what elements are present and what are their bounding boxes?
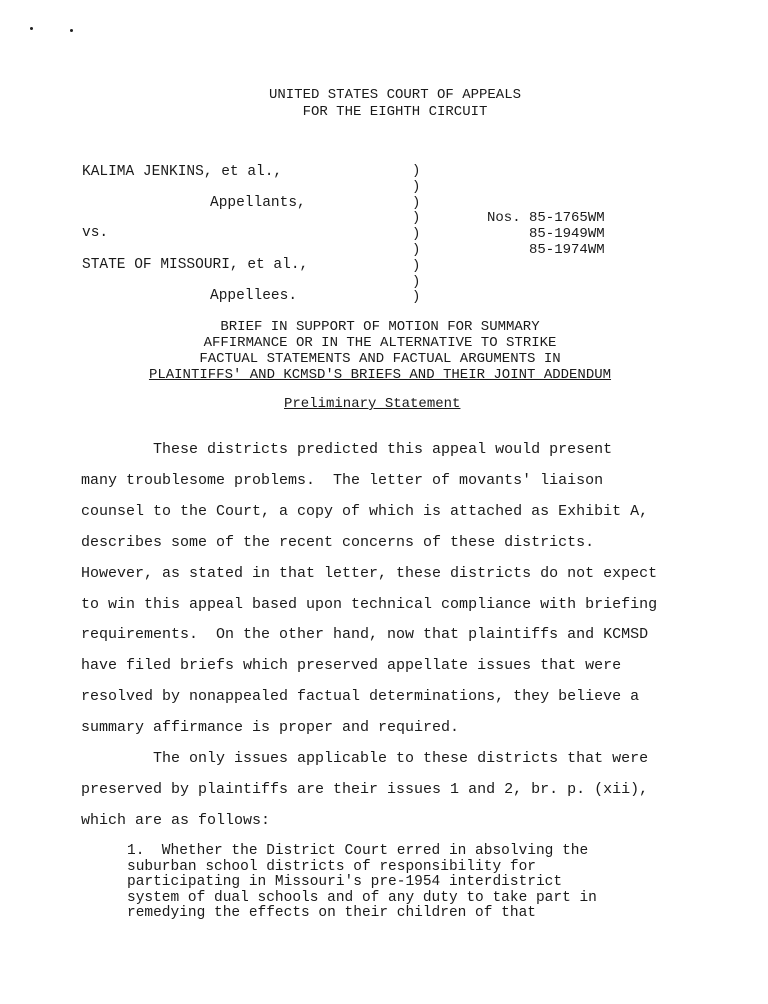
brief-title-line-2: AFFIRMANCE OR IN THE ALTERNATIVE TO STRIKE (203, 335, 557, 351)
body-line: have filed briefs which preserved appellate issues that were (81, 657, 622, 674)
body-line: The only issues applicable to these districts that were (81, 750, 649, 767)
body-line: preserved by plaintiffs are their issues 1 and 2, br. p. (xii), (81, 781, 649, 798)
body-line: requirements. On the other hand, now that plaintiffs and KCMSD (81, 626, 649, 643)
body-line: These districts predicted this appeal would present (81, 441, 613, 458)
quote-line: participating in Missouri's pre-1954 interdistrict (127, 874, 563, 890)
body-line: to win this appeal based upon technical compliance with briefing (81, 596, 658, 613)
brief-title-line-1: BRIEF IN SUPPORT OF MOTION FOR SUMMARY (220, 319, 540, 335)
body-line: counsel to the Court, a copy of which is attached as Exhibit A, (81, 503, 649, 520)
appellees-label: Appellees. (210, 288, 298, 304)
versus-label: vs. (82, 225, 109, 241)
court-name: UNITED STATES COURT OF APPEALS (268, 87, 522, 103)
body-line: However, as stated in that letter, these districts do not expect (81, 565, 658, 582)
quote-line: 1. Whether the District Court erred in absolving the (127, 843, 589, 859)
body-line: describes some of the recent concerns of these districts. (81, 534, 595, 551)
quote-line: system of dual schools and of any duty to take part in (127, 890, 597, 906)
scan-speck (30, 27, 33, 30)
body-line: summary affirmance is proper and required. (81, 719, 460, 736)
caption-parentheses: ) ) ) ) ) ) ) ) ) (412, 163, 421, 306)
brief-title-line-4: PLAINTIFFS' AND KCMSD'S BRIEFS AND THEIR JOINT ADDENDUM (148, 367, 612, 383)
appellants-name: KALIMA JENKINS, et al., (82, 164, 283, 180)
case-numbers: Nos. 85-1765WM 85-1949WM 85-1974WM (487, 210, 605, 258)
section-heading: Preliminary Statement (284, 396, 461, 412)
appellees-name: STATE OF MISSOURI, et al., (82, 257, 309, 273)
quote-line: suburban school districts of responsibility for (127, 859, 536, 875)
scan-speck (70, 29, 73, 32)
brief-title-line-3: FACTUAL STATEMENTS AND FACTUAL ARGUMENTS IN (199, 351, 561, 367)
body-line: which are as follows: (81, 812, 271, 829)
body-line: resolved by nonappealed factual determinations, they believe a (81, 688, 640, 705)
appellants-label: Appellants, (210, 195, 306, 211)
body-line: many troublesome problems. The letter of movants' liaison (81, 472, 604, 489)
circuit-name: FOR THE EIGHTH CIRCUIT (302, 104, 488, 120)
quote-line: remedying the effects on their children of that (127, 905, 536, 921)
